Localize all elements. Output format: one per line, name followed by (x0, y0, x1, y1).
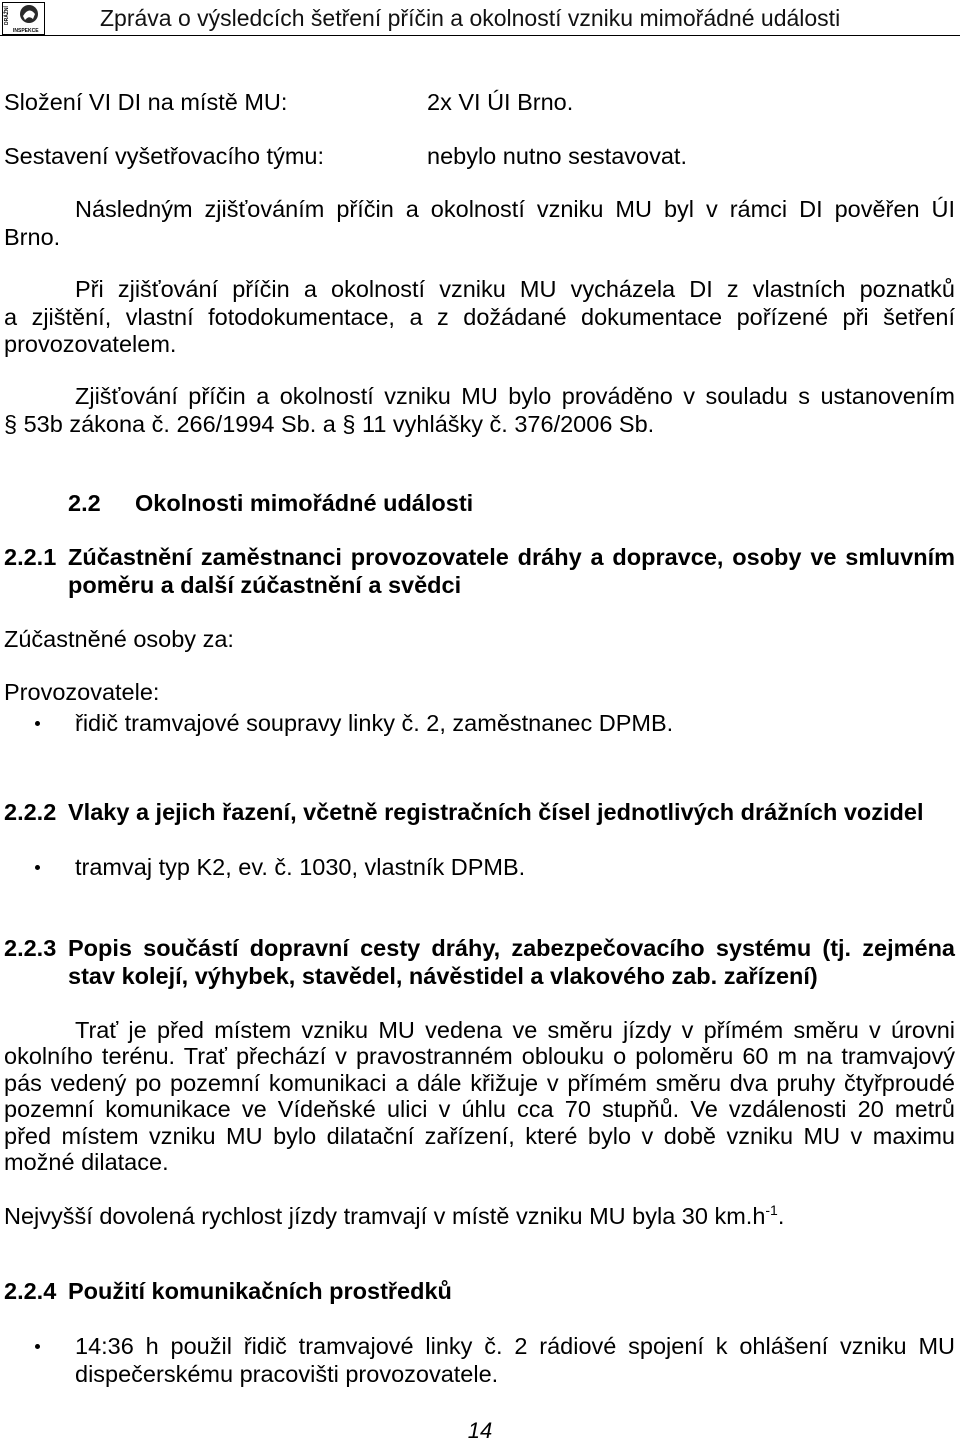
list-item-text: 14:36 h použil řidič tramvajové linky č. 2 rádiové spojení k ohlášení vzniku MU (75, 1333, 955, 1359)
subsection-title-line: poměru a další zúčastnění a svědci (68, 571, 462, 598)
assignment-paragraph (4, 196, 955, 251)
subsection-title-line: stav kolejí, výhybek, stavědel, návěstidel a vlakového zab. zařízení) (68, 962, 818, 989)
legal-basis-paragraph (4, 383, 955, 438)
speed-limit-sentence (4, 1203, 784, 1231)
sources-paragraph (4, 276, 955, 359)
list-item (75, 1333, 955, 1388)
paragraph-line: možné dilatace. (4, 1149, 169, 1176)
subsection-title-line: Zúčastnění zaměstnanci provozovatele dráhy a dopravce, osoby ve smluvním (68, 544, 955, 570)
paragraph-line: a zjištění, vlastní fotodokumentace, a z dožádané dokumentace pořízené při šetření (4, 303, 955, 330)
paragraph-line: pozemní komunikace ve Vídeňské ulici v úhlu cca 70 stupňů. Ve vzdálenosti 20 metrů (4, 1096, 955, 1123)
subsection-title: Použití komunikačních prostředků (68, 1278, 452, 1304)
drazni-inspekce-logo (2, 2, 45, 35)
track-description-paragraph (4, 1017, 955, 1175)
speed-limit-text: Nejvyšší dovolená rychlost jízdy tramvají v místě vzniku MU byla 30 km.h (4, 1203, 766, 1229)
subsection-number: 2.2.2 (4, 799, 57, 825)
paragraph-line: Brno. (4, 223, 61, 250)
paragraph-line: Při zjišťování příčin a okolností vzniku MU vycházela DI z vlastních poznatků (75, 276, 955, 302)
section-title: Okolnosti mimořádné události (135, 490, 474, 516)
subsection-number: 2.2.1 (4, 544, 57, 570)
paragraph-line: § 53b zákona č. 266/1994 Sb. a § 11 vyhlášky č. 376/2006 Sb. (4, 410, 655, 437)
fact-label-team-composition: Složení VI DI na místě MU: (4, 89, 288, 115)
logo-text-line-1: DRÁŽNÍ (4, 6, 10, 25)
list-item-text: dispečerskému pracovišti provozovatele. (75, 1360, 499, 1387)
bullet-icon (35, 721, 40, 726)
fact-value-team-composition: 2x VI ÚI Brno. (427, 89, 574, 115)
subsection-title (68, 544, 955, 599)
list-item-text: řidič tramvajové soupravy linky č. 2, zaměstnanec DPMB. (75, 710, 674, 736)
report-title: Zpráva o výsledcích šetření příčin a okolností vzniku mimořádné události (100, 5, 841, 31)
subsection-title: Vlaky a jejich řazení, včetně registračních čísel jednotlivých drážních vozidel (68, 799, 924, 825)
speed-unit-exponent: -1 (765, 1202, 778, 1218)
list-item (75, 854, 955, 882)
subsection-number: 2.2.4 (4, 1278, 57, 1304)
bullet-icon (35, 1344, 40, 1349)
subsection-title (68, 935, 955, 990)
paragraph-line: před místem vzniku MU bylo dilatační zařízení, které bylo v době vzniku MU v maximu (4, 1122, 955, 1149)
header-divider (0, 35, 960, 36)
section-number: 2.2 (68, 490, 101, 516)
fact-label-investigation-team: Sestavení vyšetřovacího týmu: (4, 143, 325, 169)
subsection-title-line: Popis součástí dopravní cesty dráhy, zabezpečovacího systému (tj. zejména (68, 935, 955, 961)
page-number: 14 (467, 1418, 493, 1443)
paragraph-line: okolního terénu. Trať přechází v pravostranném oblouku o poloměru 60 m na tramvajový (4, 1043, 955, 1070)
persons-heading: Zúčastněné osoby za: (4, 626, 234, 652)
paragraph-line: Trať je před místem vzniku MU vedena ve směru jízdy v přímém směru v úrovni (75, 1017, 955, 1043)
paragraph-line: pás vedený po pozemní komunikaci a dále křižuje v přímém směru dva pruhy čtyřproudé (4, 1069, 955, 1096)
list-item (75, 710, 955, 738)
paragraph-line: provozovatelem. (4, 331, 177, 357)
list-item-text: tramvaj typ K2, ev. č. 1030, vlastník DPMB. (75, 854, 526, 880)
operator-label: Provozovatele: (4, 679, 160, 705)
speed-limit-end: . (777, 1203, 785, 1229)
paragraph-line: Následným zjišťováním příčin a okolností vzniku MU byl v rámci DI pověřen ÚI (75, 196, 955, 222)
fact-value-investigation-team: nebylo nutno sestavovat. (427, 143, 687, 169)
subsection-number: 2.2.3 (4, 935, 57, 961)
paragraph-line: Zjišťování příčin a okolností vzniku MU bylo prováděno v souladu s ustanovením (75, 383, 955, 409)
logo-graphic (2, 2, 45, 35)
bullet-icon (35, 865, 40, 870)
logo-text-line-2: INSPEKCE (13, 28, 39, 34)
